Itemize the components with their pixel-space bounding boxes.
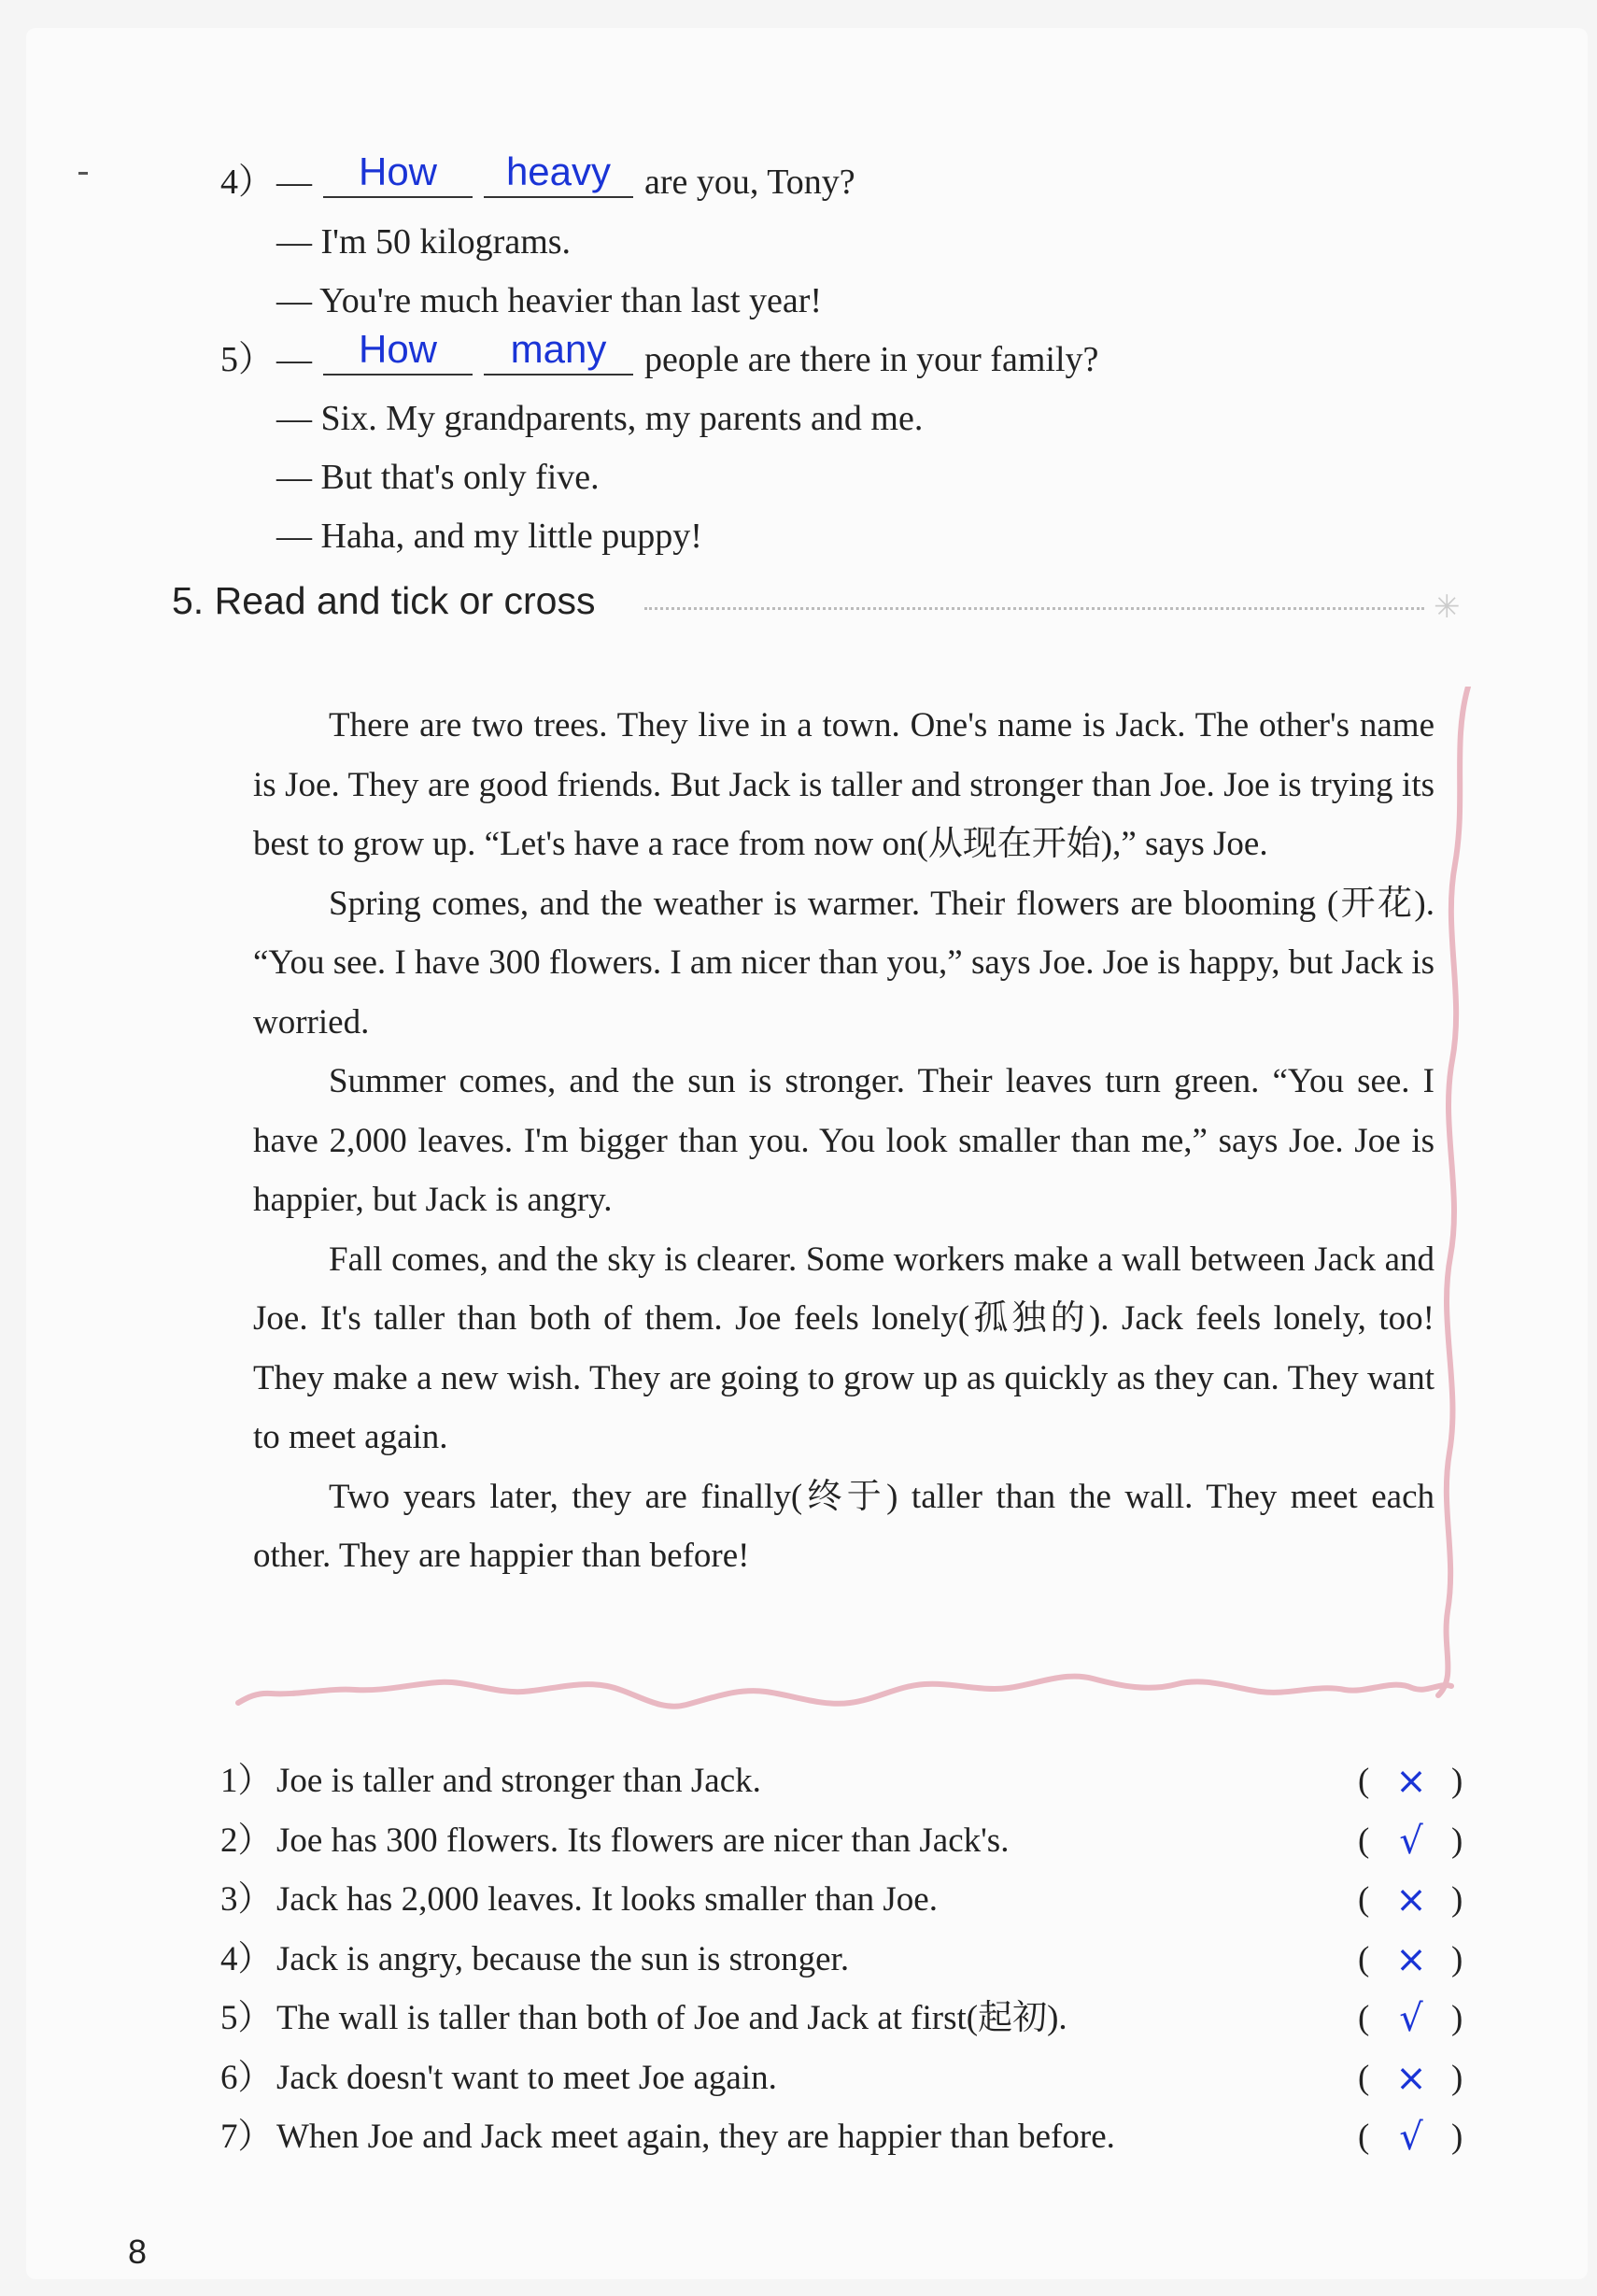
tick-or-cross-list	[220, 1758, 1472, 2174]
statement-text: Jack has 2,000 leaves. It looks smaller than Joe.	[276, 1880, 938, 1919]
paren-open: (	[1358, 1762, 1370, 1800]
story-paragraph: Spring comes, and the weather is warmer. Their flowers are blooming (开花). “You see. I have 300 flowers. I am nicer than you,” says Joe. Joe is happy, but Jack is worried.	[253, 884, 1434, 1042]
statement-text: The wall is taller than both of Joe and Jack at first(起初).	[276, 1999, 1067, 2037]
statement-text: Jack doesn't want to meet Joe again.	[276, 2058, 777, 2097]
statement-text: When Joe and Jack meet again, they are happier than before.	[276, 2118, 1115, 2156]
reading-passage	[253, 696, 1434, 1586]
sparkle-icon: ✳	[1434, 590, 1461, 625]
question-text: people are there in your family?	[644, 340, 1099, 379]
statement-row	[220, 1995, 1472, 2055]
dialogue-line: — Six. My grandparents, my parents and me.	[276, 399, 924, 438]
margin-mark	[78, 172, 88, 175]
answer-mark[interactable]: ×	[1395, 1937, 1427, 1981]
statement-row	[220, 1818, 1472, 1878]
question-text: are you, Tony?	[644, 163, 855, 202]
statement-number: 2）	[220, 1821, 273, 1860]
paren-close: )	[1451, 2058, 1463, 2097]
statement-text: Joe is taller and stronger than Jack.	[276, 1762, 761, 1800]
statement-row	[220, 2114, 1472, 2174]
dialogue-line: — I'm 50 kilograms.	[276, 222, 572, 262]
answer-blank[interactable]: many	[484, 333, 633, 376]
paren-close: )	[1451, 1939, 1463, 1978]
statement-number: 1）	[220, 1762, 273, 1800]
dash: —	[276, 340, 312, 379]
paren-open: (	[1358, 1939, 1370, 1978]
answer-mark[interactable]: ×	[1395, 1760, 1427, 1803]
dialogue-line: — Haha, and my little puppy!	[276, 517, 702, 556]
answer-mark[interactable]: √	[1399, 1997, 1423, 2040]
paren-close: )	[1451, 1821, 1463, 1860]
paren-close: )	[1451, 1762, 1463, 1800]
paren-open: (	[1358, 2058, 1370, 2097]
dash: —	[276, 163, 312, 202]
answer-mark[interactable]: ×	[1395, 1878, 1427, 1921]
story-paragraph: Two years later, they are finally(终于) taller than the wall. They meet each other. They are happier than before!	[253, 1477, 1434, 1575]
section-title: 5. Read and tick or cross	[172, 579, 596, 622]
question-number: 4）	[220, 163, 275, 202]
statement-number: 3）	[220, 1880, 273, 1919]
statement-text: Joe has 300 flowers. Its flowers are nicer than Jack's.	[276, 1821, 1010, 1860]
answer-mark[interactable]: √	[1399, 2116, 1423, 2159]
statement-row	[220, 1758, 1472, 1818]
page-number: 8	[128, 2232, 148, 2271]
dialogue-line: — But that's only five.	[276, 458, 600, 497]
dialogue-line: — You're much heavier than last year!	[276, 281, 823, 320]
paren-open: (	[1358, 2118, 1370, 2156]
answer-mark[interactable]: ×	[1395, 2056, 1427, 2100]
paren-open: (	[1358, 1880, 1370, 1919]
answer-blank[interactable]: How	[323, 155, 473, 198]
section-divider	[644, 607, 1424, 610]
statement-row	[220, 2055, 1472, 2115]
answer-blank[interactable]: heavy	[484, 155, 633, 198]
paren-close: )	[1451, 1999, 1463, 2037]
statement-number: 6）	[220, 2058, 273, 2097]
statement-number: 4）	[220, 1939, 273, 1978]
paren-open: (	[1358, 1821, 1370, 1860]
paren-close: )	[1451, 1880, 1463, 1919]
statement-text: Jack is angry, because the sun is stronger.	[276, 1939, 850, 1978]
answer-mark[interactable]: √	[1399, 1819, 1423, 1863]
statement-number: 5）	[220, 1999, 273, 2037]
paren-close: )	[1451, 2118, 1463, 2156]
statement-row	[220, 1936, 1472, 1996]
story-paragraph: Summer comes, and the sun is stronger. Their leaves turn green. “You see. I have 2,000 leaves. I'm bigger than you. You look smaller than me,” says Joe. Joe is happier, but Jack is angry.	[253, 1062, 1434, 1219]
answer-blank[interactable]: How	[323, 333, 473, 376]
story-paragraph: Fall comes, and the sky is clearer. Some workers make a wall between Jack and Joe. It's taller than both of them. Joe feels lonely(孤独的). Jack feels lonely, too! They make a new wish. They are going to grow up as quickly as they can. They want to meet again.	[253, 1240, 1434, 1456]
statement-number: 7）	[220, 2118, 273, 2156]
story-paragraph: There are two trees. They live in a town. One's name is Jack. The other's name is Joe. They are good friends. But Jack is taller and stronger than Joe. Joe is trying its best to grow up. “Let's have a race from now on(从现在开始),” says Joe.	[253, 706, 1434, 863]
statement-row	[220, 1877, 1472, 1936]
question-number: 5）	[220, 340, 275, 379]
paren-open: (	[1358, 1999, 1370, 2037]
